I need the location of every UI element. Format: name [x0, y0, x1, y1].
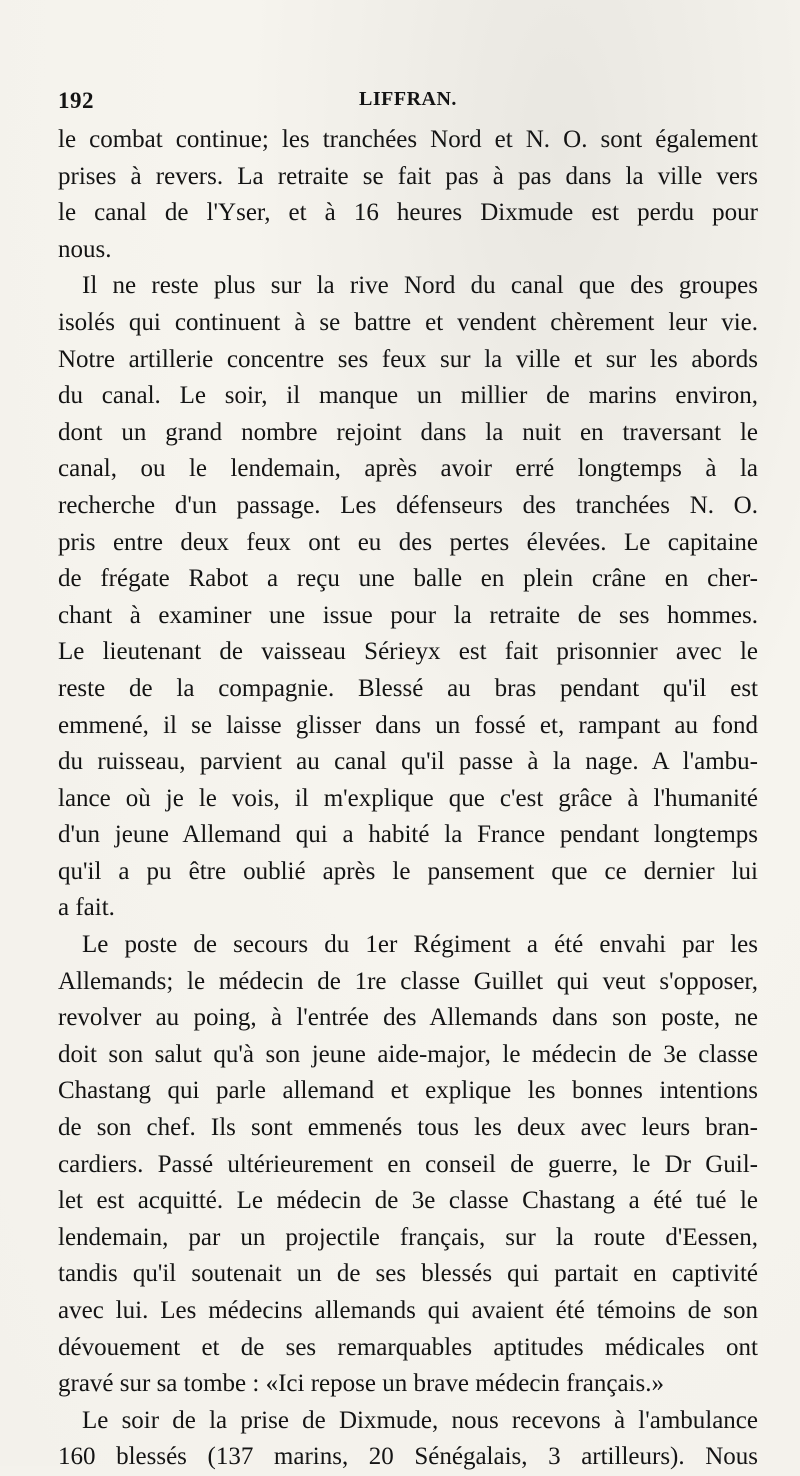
text-line: du canal. Le soir, il manque un millier de marins environ, [58, 382, 758, 410]
text-line: let est acquitté. Le médecin de 3e classe Chastang a été tué le [58, 1187, 758, 1215]
text-line: Chastang qui parle allemand et explique les bonnes intentions [58, 1077, 758, 1105]
text-line: gravé sur sa tombe : «Ici repose un brave médecin français.» [58, 1370, 665, 1398]
text-line: a fait. [58, 894, 115, 922]
text-line: Il ne reste plus sur la rive Nord du canal que des groupes [82, 272, 758, 300]
text-line: chant à examiner une issue pour la retraite de ses hommes. [58, 601, 758, 629]
text-line: emmené, il se laisse glisser dans un fossé et, rampant au fond [58, 711, 758, 739]
text-line: prises à revers. La retraite se fait pas à pas dans la ville vers [58, 162, 758, 190]
text-line: isolés qui continuent à se battre et vendent chèrement leur vie. [58, 308, 758, 336]
text-line: dévouement et de ses remarquables aptitudes médicales ont [58, 1333, 758, 1361]
text-line: nous. [58, 235, 112, 263]
text-line: Allemands; le médecin de 1re classe Guillet qui veut s'opposer, [58, 967, 758, 995]
text-line: doit son salut qu'à son jeune aide-major, le médecin de 3e classe [58, 1040, 758, 1068]
page-header [58, 88, 758, 124]
text-line: Notre artillerie concentre ses feux sur la ville et sur les abords [58, 345, 758, 373]
text-line: de frégate Rabot a reçu une balle en plein crâne en cher- [58, 565, 758, 593]
body-text [58, 122, 758, 1476]
text-line: de son chef. Ils sont emmenés tous les deux avec leurs bran- [58, 1114, 758, 1142]
text-line: avec lui. Les médecins allemands qui avaient été témoins de son [58, 1297, 758, 1324]
page-number: 192 [58, 88, 94, 113]
running-head: LIFFRAN. [359, 88, 457, 110]
text-line: le canal de l'Yser, et à 16 heures Dixmude est perdu pour [58, 199, 758, 227]
text-line: pris entre deux feux ont eu des pertes élevées. Le capitaine [58, 528, 758, 556]
text-line: tandis qu'il soutenait un de ses blessés qui partait en captivité [58, 1260, 758, 1288]
text-line: dont un grand nombre rejoint dans la nuit en traversant le [58, 418, 758, 446]
text-line: le combat continue; les tranchées Nord et N. O. sont également [58, 126, 758, 153]
text-line: cardiers. Passé ultérieurement en conseil de guerre, le Dr Guil- [58, 1150, 758, 1178]
text-line: lance où je le vois, il m'explique que c'est grâce à l'humanité [58, 784, 758, 812]
text-line: canal, ou le lendemain, après avoir erré longtemps à la [58, 455, 758, 483]
text-line: recherche d'un passage. Les défenseurs des tranchées N. O. [58, 491, 758, 519]
text-line: 160 blessés (137 marins, 20 Sénégalais, 3 artilleurs). Nous [58, 1443, 758, 1471]
text-line: lendemain, par un projectile français, sur la route d'Eessen, [58, 1223, 758, 1251]
text-line: Le soir de la prise de Dixmude, nous recevons à l'ambulance [82, 1406, 758, 1434]
text-line: reste de la compagnie. Blessé au bras pendant qu'il est [58, 674, 758, 702]
text-line: Le lieutenant de vaisseau Sérieyx est fait prisonnier avec le [58, 638, 758, 666]
text-line: du ruisseau, parvient au canal qu'il passe à la nage. A l'ambu- [58, 748, 758, 776]
text-line: Le poste de secours du 1er Régiment a été envahi par les [82, 931, 758, 959]
text-line: qu'il a pu être oublié après le pansement que ce dernier lui [58, 857, 758, 885]
text-line: revolver au poing, à l'entrée des Allemands dans son poste, ne [58, 1004, 758, 1032]
text-line: d'un jeune Allemand qui a habité la France pendant longtemps [58, 821, 758, 849]
